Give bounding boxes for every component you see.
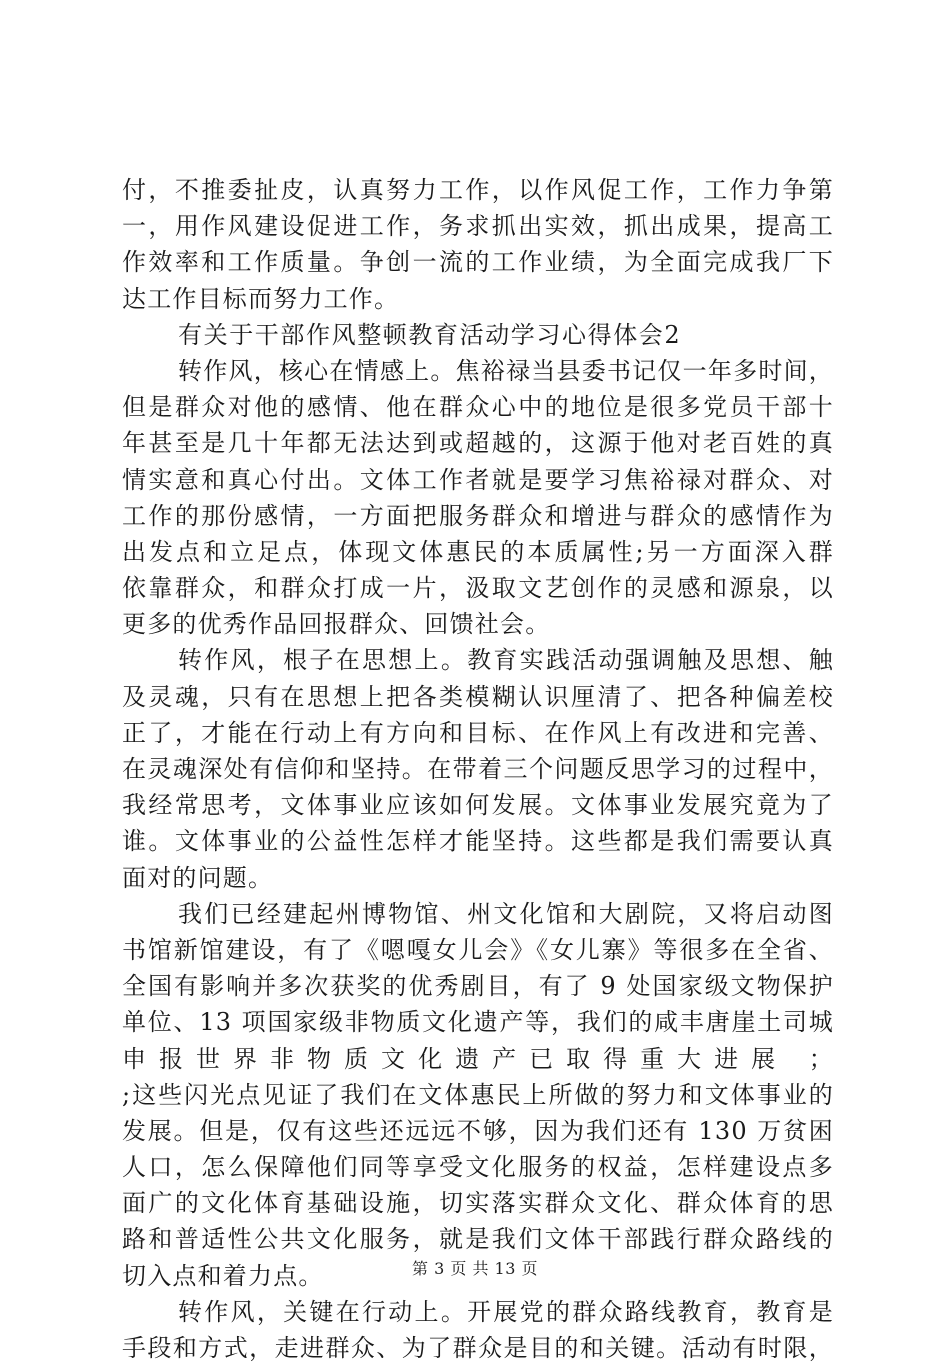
body-text xyxy=(122,172,834,1366)
text-line: 面对的问题。 xyxy=(122,863,274,892)
text-line: 切入点和着力点。 xyxy=(122,1261,324,1290)
text-line: 全国有影响并多次获奖的优秀剧目，有了 9 处国家级文物保护 xyxy=(122,972,834,1001)
text-line: 一，用作风建设促进工作，务求抓出实效，抓出成果，提高工 xyxy=(122,212,834,241)
text-line: 发展。但是，仅有这些还远远不够，因为我们还有 130 万贫困 xyxy=(122,1116,834,1145)
text-line: 单位、13 项国家级非物质文化遗产等，我们的咸丰唐崖土司城 xyxy=(122,1008,834,1037)
text-line: 申报世界非物质文化遗产已取得重大进展 ； xyxy=(122,1044,834,1073)
page-number-footer: 第 3 页 共 13 页 xyxy=(412,1259,538,1278)
text-line: 年甚至是几十年都无法达到或超越的，这源于他对老百姓的真 xyxy=(122,429,834,458)
text-line: 路和普适性公共文化服务，就是我们文体干部践行群众路线的 xyxy=(122,1225,834,1254)
text-line: 我经常思考，文体事业应该如何发展。文体事业发展究竟为了 xyxy=(122,791,834,820)
text-line: 手段和方式，走进群众、为了群众是目的和关键。活动有时限， xyxy=(122,1334,834,1362)
text-line: 依靠群众，和群众打成一片，汲取文艺创作的灵感和源泉，以 xyxy=(122,574,834,603)
text-line: 情实意和真心付出。文体工作者就是要学习焦裕禄对群众、对 xyxy=(122,465,834,494)
text-line: 转作风，根子在思想上。教育实践活动强调触及思想、触 xyxy=(178,646,834,675)
text-line: 作效率和工作质量。争创一流的工作业绩，为全面完成我厂下 xyxy=(122,248,834,277)
text-line: 谁。文体事业的公益性怎样才能坚持。这些都是我们需要认真 xyxy=(122,827,834,856)
text-line: 转作风，关键在行动上。开展党的群众路线教育，教育是 xyxy=(178,1297,834,1326)
text-line: 面广的文化体育基础设施，切实落实群众文化、群众体育的思 xyxy=(122,1189,834,1218)
text-line: 转作风，核心在情感上。焦裕禄当县委书记仅一年多时间， xyxy=(178,356,834,385)
text-line: 出发点和立足点，体现文体惠民的本质属性;另一方面深入群 xyxy=(122,537,834,566)
text-line: 人口，怎么保障他们同等享受文化服务的权益，怎样建设点多 xyxy=(122,1153,834,1182)
text-line: 书馆新馆建设，有了《嗯嘎女儿会》《女儿寨》等很多在全省、 xyxy=(122,935,834,964)
text-line: 我们已经建起州博物馆、州文化馆和大剧院，又将启动图 xyxy=(178,899,834,928)
text-line: 正了，才能在行动上有方向和目标、在作风上有改进和完善、 xyxy=(122,718,834,747)
text-line: 工作的那份感情，一方面把服务群众和增进与群众的感情作为 xyxy=(122,501,834,530)
text-line: 在灵魂深处有信仰和坚持。在带着三个问题反思学习的过程中， xyxy=(122,755,834,783)
text-line: ;这些闪光点见证了我们在文体惠民上所做的努力和文体事业的 xyxy=(122,1080,834,1109)
text-line: 更多的优秀作品回报群众、回馈社会。 xyxy=(122,610,551,639)
text-line: 达工作目标而努力工作。 xyxy=(122,284,400,313)
section-title: 有关于干部作风整顿教育活动学习心得体会2 xyxy=(178,320,682,349)
text-line: 及灵魂，只有在思想上把各类模糊认识厘清了、把各种偏差校 xyxy=(122,682,834,711)
text-line: 但是群众对他的感情、他在群众心中的地位是很多党员干部十 xyxy=(122,393,834,422)
text-line: 付，不推委扯皮，认真努力工作，以作风促工作，工作力争第 xyxy=(122,176,834,204)
